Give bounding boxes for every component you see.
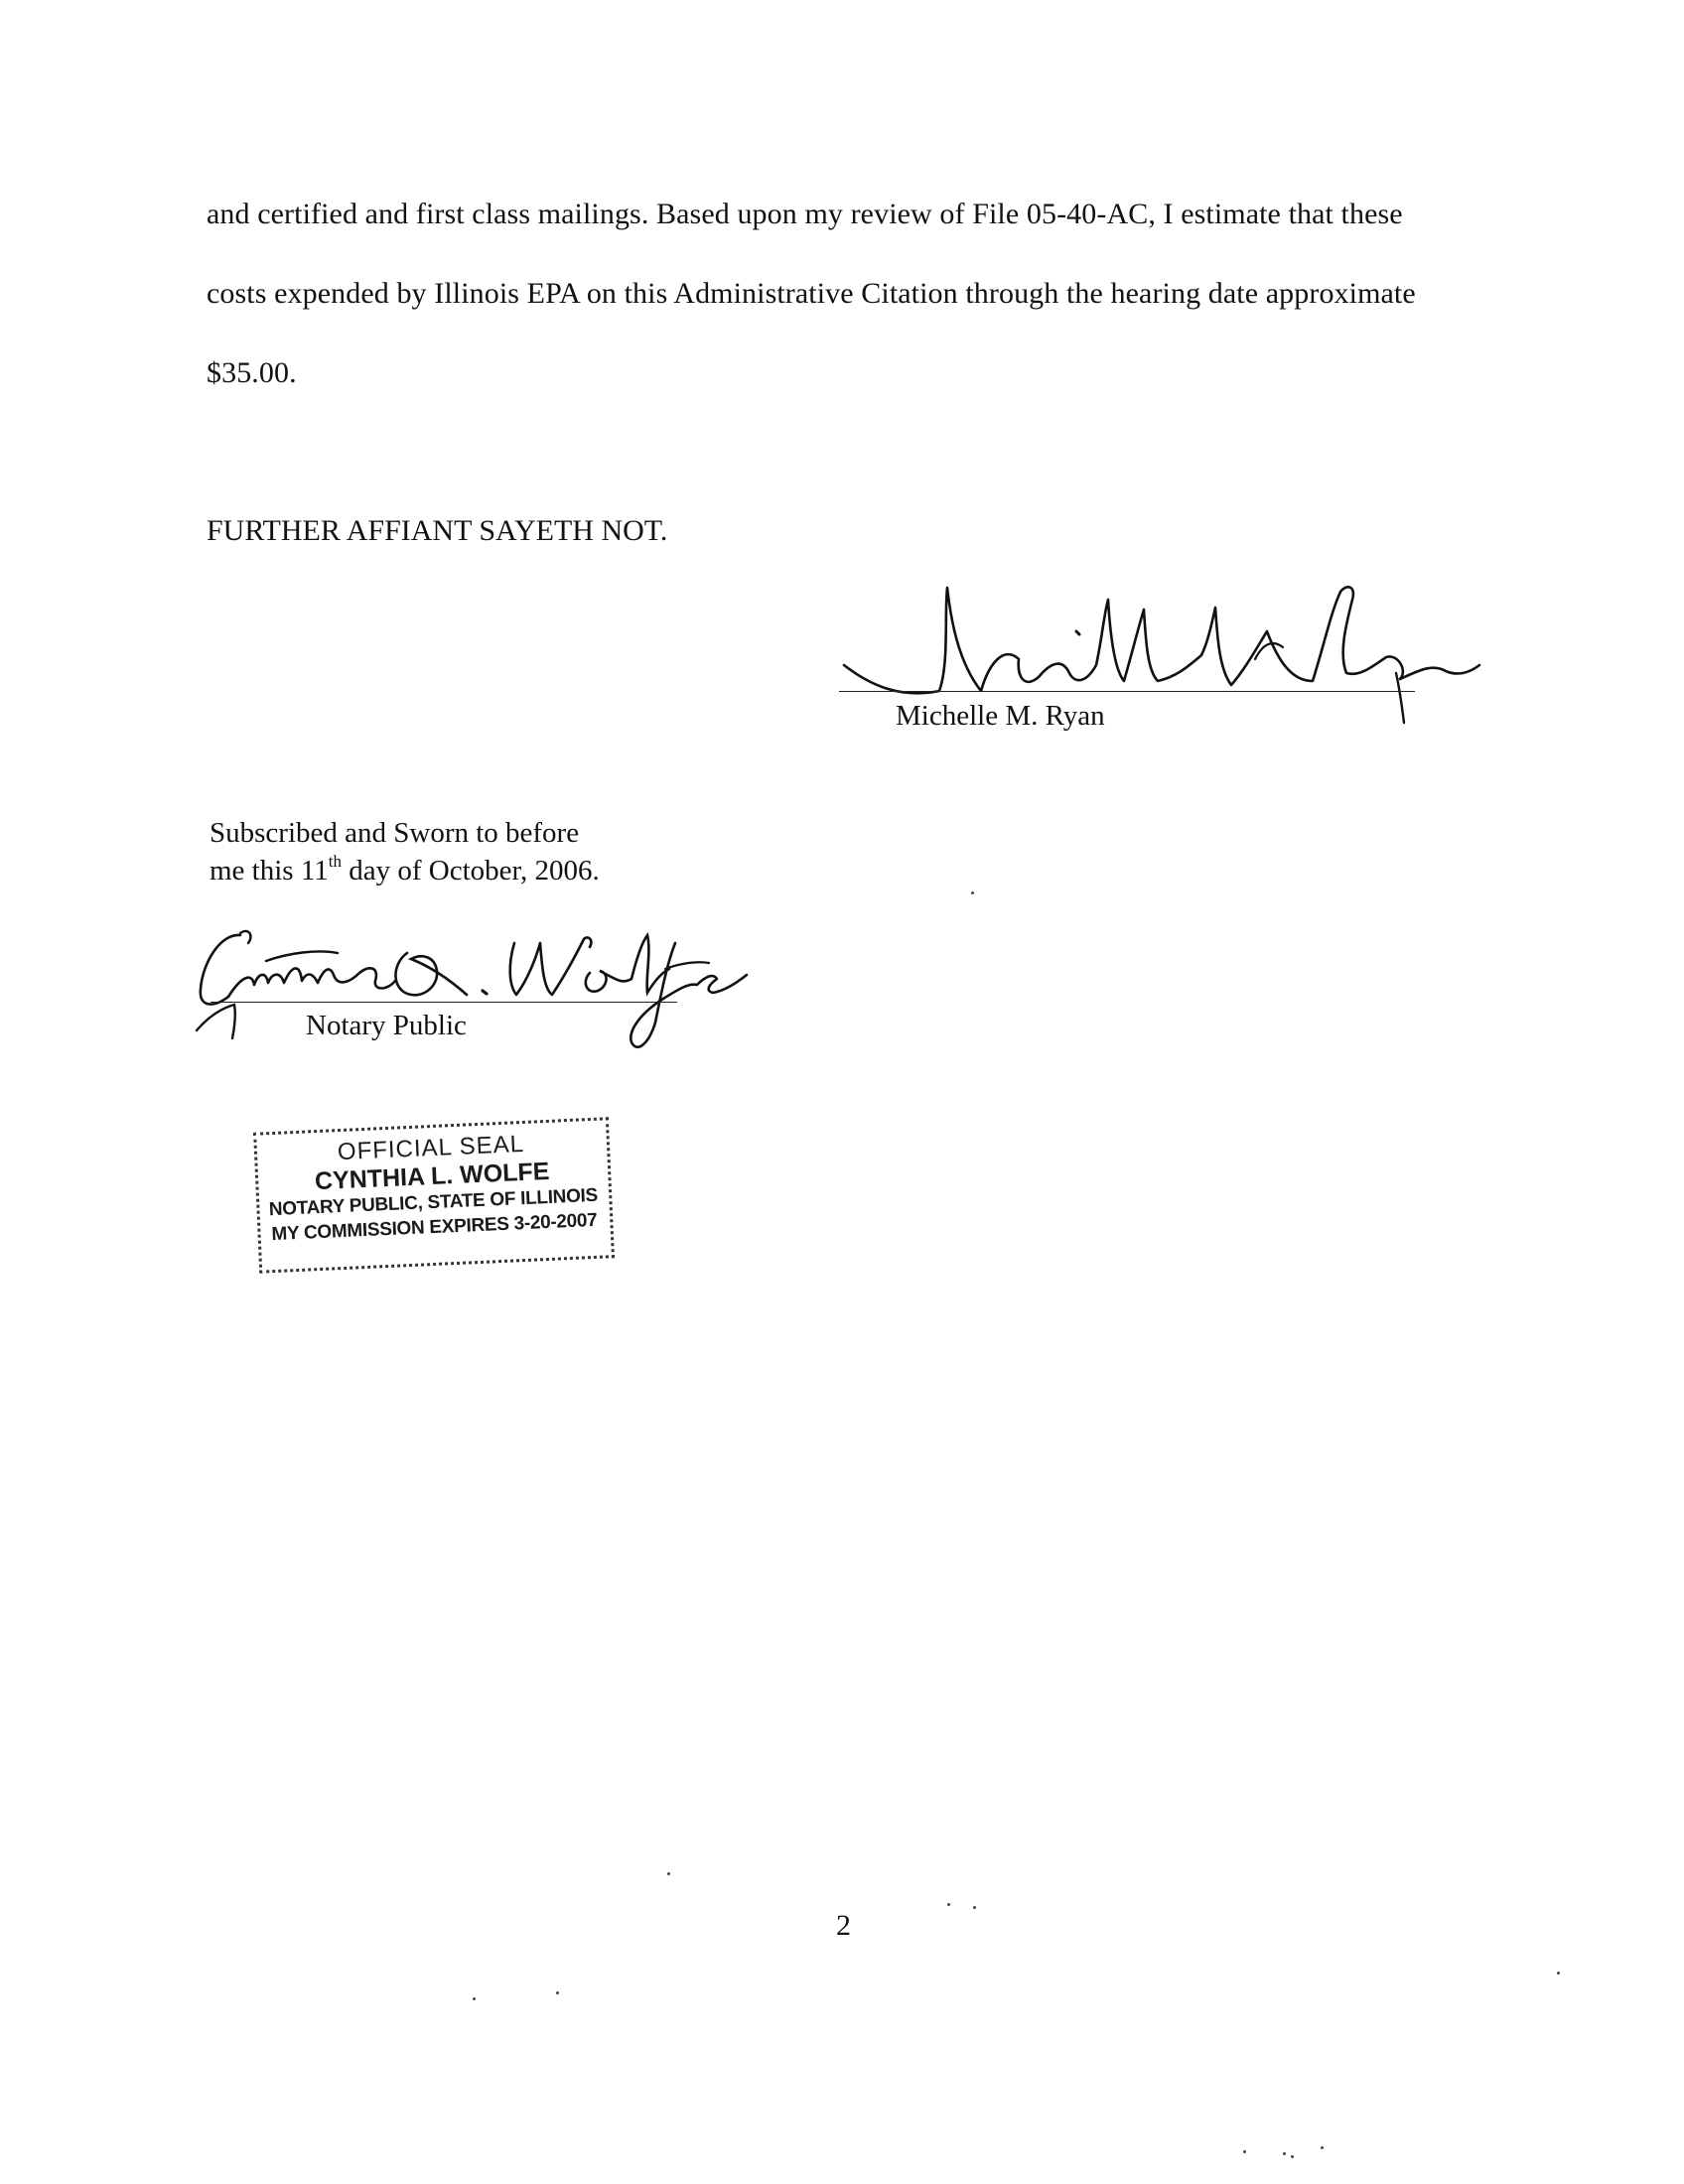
scan-speck [1283,2152,1286,2155]
jurat-line-2-prefix: me this 11 [210,855,329,887]
scan-speck [473,1997,476,2000]
notary-label: Notary Public [306,1010,467,1041]
notary-signature-line [210,1002,677,1003]
affiant-name: Michelle M. Ryan [896,700,1105,732]
scan-speck [667,1872,670,1875]
jurat-line-2-suffix: day of October, 2006. [342,855,600,887]
jurat-line-2 [210,852,600,889]
scan-speck [1291,2155,1294,2158]
paragraph-line-2: costs expended by Illinois EPA on this Administrative Citation through the hearing date approximate [207,277,1416,310]
seal-expiration: MY COMMISSION EXPIRES 3-20-2007 [271,1209,598,1246]
scan-speck [1321,2146,1324,2149]
scan-speck [971,891,974,894]
scan-speck [1557,1972,1560,1975]
jurat-ordinal-suffix: th [328,852,342,872]
seal-text [254,1127,612,1247]
paragraph-line-1: and certified and first class mailings. Based upon my review of File 05-40-AC, I estimate that these [207,198,1403,230]
closing-statement: FURTHER AFFIANT SAYETH NOT. [207,514,668,547]
jurat-line-1: Subscribed and Sworn to before [210,817,580,849]
scan-speck [1243,2150,1246,2153]
notary-signature [189,913,784,1062]
jurat-block [210,814,600,889]
scan-speck [973,1906,976,1909]
seal-title: OFFICIAL SEAL [337,1130,525,1166]
scan-speck [947,1903,950,1906]
affiant-signature-line [839,691,1415,692]
page-number: 2 [836,1909,851,1942]
paragraph-line-3: $35.00. [207,356,297,389]
official-seal-stamp [253,1117,613,1271]
scan-speck [556,1991,559,1994]
seal-name: CYNTHIA L. WOLFE [314,1157,550,1196]
seal-jurisdiction: NOTARY PUBLIC, STATE OF ILLINOIS [268,1184,599,1221]
